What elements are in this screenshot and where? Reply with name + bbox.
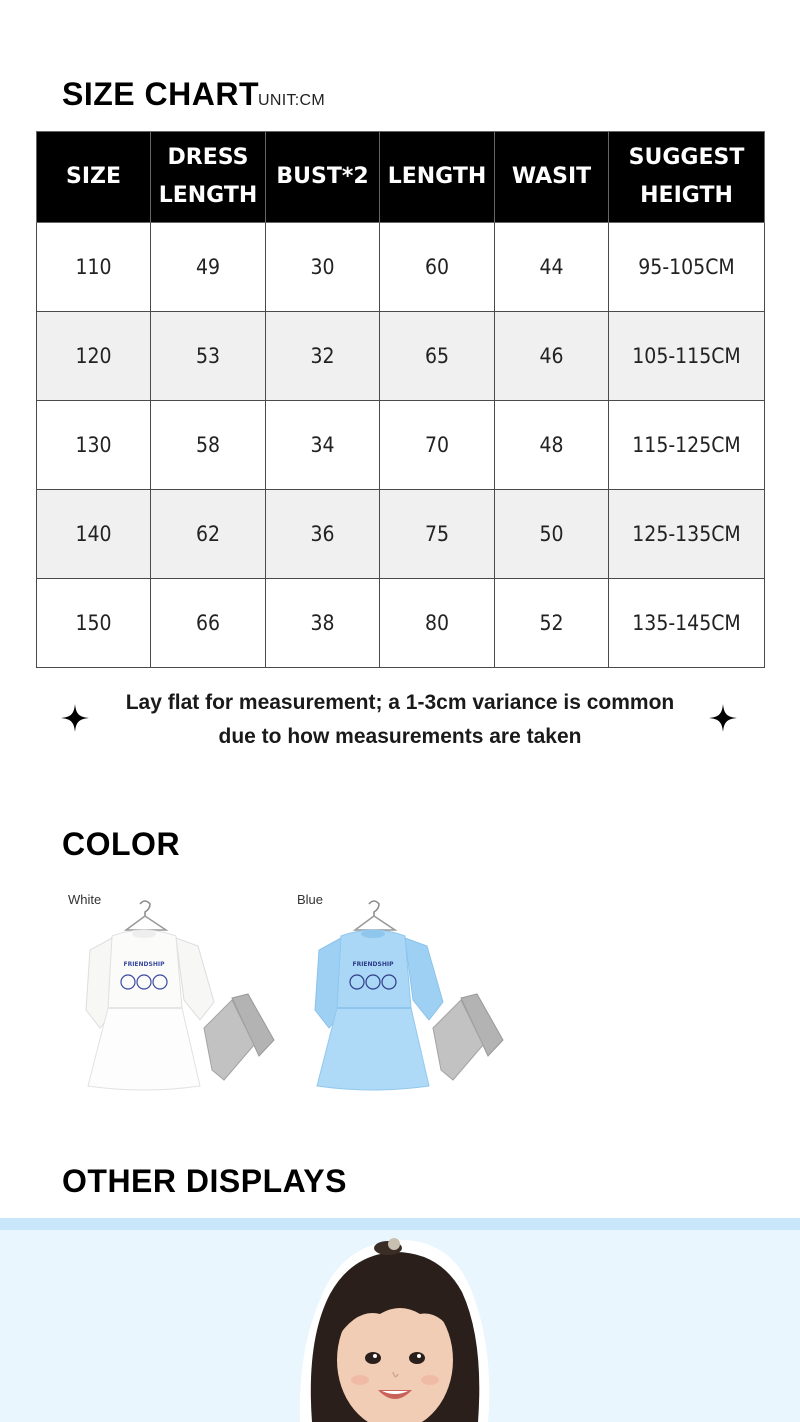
header-text: SIZE bbox=[65, 164, 121, 189]
table-cell: 80 bbox=[380, 579, 495, 668]
table-row bbox=[37, 312, 765, 401]
header-text: DRESS bbox=[167, 145, 249, 170]
table-cell: 75 bbox=[380, 490, 495, 579]
table-cell: 32 bbox=[266, 312, 380, 401]
table-row bbox=[37, 490, 765, 579]
table-row bbox=[37, 223, 765, 312]
header-waist bbox=[495, 132, 609, 223]
other-displays-title: OTHER DISPLAYS bbox=[62, 1163, 347, 1199]
dress-image bbox=[293, 890, 508, 1100]
table-cell: 120 bbox=[37, 312, 151, 401]
table-cell: 150 bbox=[37, 579, 151, 668]
header-text: HEIGTH bbox=[640, 183, 733, 208]
table-cell: 105-115CM bbox=[609, 312, 765, 401]
dress-image bbox=[64, 890, 279, 1100]
header-text: SUGGEST bbox=[628, 145, 745, 170]
header-size bbox=[37, 132, 151, 223]
sparkle-icon bbox=[61, 704, 89, 732]
model-photo bbox=[0, 1230, 800, 1422]
table-cell: 34 bbox=[266, 401, 380, 490]
table-cell: 65 bbox=[380, 312, 495, 401]
table-cell: 115-125CM bbox=[609, 401, 765, 490]
measurement-note bbox=[100, 686, 700, 754]
table-cell: 52 bbox=[495, 579, 609, 668]
note-line: due to how measurements are taken bbox=[218, 725, 582, 748]
size-chart-title: SIZE CHART bbox=[62, 76, 259, 112]
table-cell: 53 bbox=[151, 312, 266, 401]
header-text: WASIT bbox=[511, 164, 592, 189]
header-dress-length bbox=[151, 132, 266, 223]
header-length bbox=[380, 132, 495, 223]
table-cell: 50 bbox=[495, 490, 609, 579]
table-cell: 62 bbox=[151, 490, 266, 579]
table-cell: 38 bbox=[266, 579, 380, 668]
table-cell: 58 bbox=[151, 401, 266, 490]
table-cell: 36 bbox=[266, 490, 380, 579]
table-cell: 130 bbox=[37, 401, 151, 490]
table-cell: 49 bbox=[151, 223, 266, 312]
table-row bbox=[37, 401, 765, 490]
table-cell: 135-145CM bbox=[609, 579, 765, 668]
table-row bbox=[37, 579, 765, 668]
table-header-row bbox=[37, 132, 765, 223]
header-bust bbox=[266, 132, 380, 223]
print-text: FRIENDSHIP bbox=[352, 961, 394, 968]
model-photo-image bbox=[0, 1230, 800, 1422]
table-cell: 60 bbox=[380, 223, 495, 312]
table-cell: 95-105CM bbox=[609, 223, 765, 312]
unit-label: UNIT:CM bbox=[258, 92, 325, 109]
table-cell: 48 bbox=[495, 401, 609, 490]
swatch-label: Blue bbox=[297, 892, 324, 907]
table-cell: 30 bbox=[266, 223, 380, 312]
table-cell: 44 bbox=[495, 223, 609, 312]
note-line: Lay flat for measurement; a 1-3cm variance is common bbox=[125, 691, 675, 714]
header-text: BUST*2 bbox=[276, 164, 369, 189]
header-suggest-height bbox=[609, 132, 765, 223]
color-swatch-white[interactable] bbox=[64, 890, 279, 1100]
table-cell: 140 bbox=[37, 490, 151, 579]
sparkle-icon bbox=[709, 704, 737, 732]
swatch-label: White bbox=[68, 892, 102, 907]
color-swatch-blue[interactable] bbox=[293, 890, 508, 1100]
table-cell: 70 bbox=[380, 401, 495, 490]
table-cell: 125-135CM bbox=[609, 490, 765, 579]
table-cell: 110 bbox=[37, 223, 151, 312]
display-banner-strip bbox=[0, 1218, 800, 1230]
print-text: FRIENDSHIP bbox=[123, 961, 165, 968]
table-cell: 46 bbox=[495, 312, 609, 401]
table-cell: 66 bbox=[151, 579, 266, 668]
color-section-title: COLOR bbox=[62, 826, 181, 862]
size-table bbox=[36, 131, 765, 668]
header-text: LENGTH bbox=[158, 183, 258, 208]
header-text: LENGTH bbox=[387, 164, 487, 189]
